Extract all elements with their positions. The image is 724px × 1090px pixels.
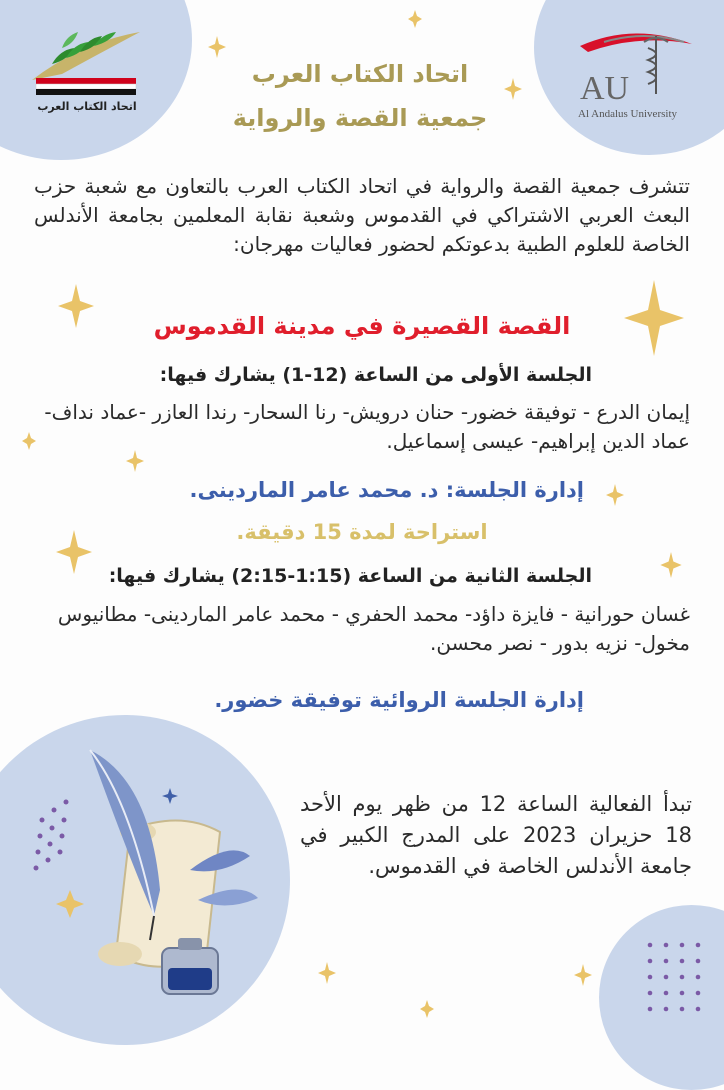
quill-scroll-illustration xyxy=(30,740,280,1010)
writers-union-caption: اتحاد الكتاب العرب xyxy=(37,100,137,113)
sparkle-icon xyxy=(606,484,624,506)
university-caption: Al Andalus University xyxy=(578,108,677,120)
session1-participants: إيمان الدرع - توفيقة خضور- حنان درويش- رنا السحار- رندا العازر -عماد نداف- عماد الدين إبراهيم- عيسى إسماعيل. xyxy=(44,400,690,453)
session2-moderator: إدارة الجلسة الروائية توفيقة خضور. xyxy=(214,688,584,712)
event-time-location: تبدأ الفعالية الساعة 12 من ظهر يوم الأحد 18 حزيران 2023 على المدرج الكبير في جامعة الأندلس الخاصة في القدموس. xyxy=(300,792,692,878)
sparkle-icon xyxy=(574,964,592,986)
sparkle-icon xyxy=(22,432,36,450)
sparkle-icon xyxy=(208,36,226,58)
sparkle-icon xyxy=(318,962,336,984)
sparkle-icon xyxy=(660,552,682,578)
sparkle-icon xyxy=(504,78,522,100)
org-title: اتحاد الكتاب العرب xyxy=(251,60,469,88)
sparkle-icon xyxy=(58,284,94,328)
session2-participants: غسان حورانية - فايزة داؤد- محمد الحفري - محمد عامر الماردينى- مطانيوس مخول- نزيه بدور - نصر محسن. xyxy=(57,602,690,655)
association-title: جمعية القصة والرواية xyxy=(232,104,488,132)
university-letters: AU xyxy=(580,70,630,107)
sparkle-icon xyxy=(408,10,422,28)
sparkle-icon xyxy=(624,280,684,356)
sparkle-icon xyxy=(420,1000,434,1018)
festival-title: القصة القصيرة في مدينة القدموس xyxy=(153,312,571,340)
sparkle-icon xyxy=(126,450,144,472)
session1-heading: الجلسة الأولى من الساعة (12-1) يشارك فيها: xyxy=(159,364,592,386)
break-notice: استراحة لمدة 15 دقيقة. xyxy=(236,520,488,544)
writers-union-logo xyxy=(22,22,152,122)
session1-moderator: إدارة الجلسة: د. محمد عامر الماردينى. xyxy=(189,478,584,502)
sparkle-icon xyxy=(56,530,92,574)
al-andalus-university-logo xyxy=(574,26,702,122)
invitation-paragraph: تتشرف جمعية القصة والرواية في اتحاد الكتاب العرب بالتعاون مع شعبة حزب البعث العربي الاشتراكي في القدموس وشعبة نقابة المعلمين بجامعة الأندلس الخاصة للعلوم الطبية بدعوتكم لحضور فعاليات مهرجان: xyxy=(34,174,690,256)
session2-heading: الجلسة الثانية من الساعة (1:15-2:15) يشارك فيها: xyxy=(108,565,592,587)
dot-pattern xyxy=(640,935,724,1024)
